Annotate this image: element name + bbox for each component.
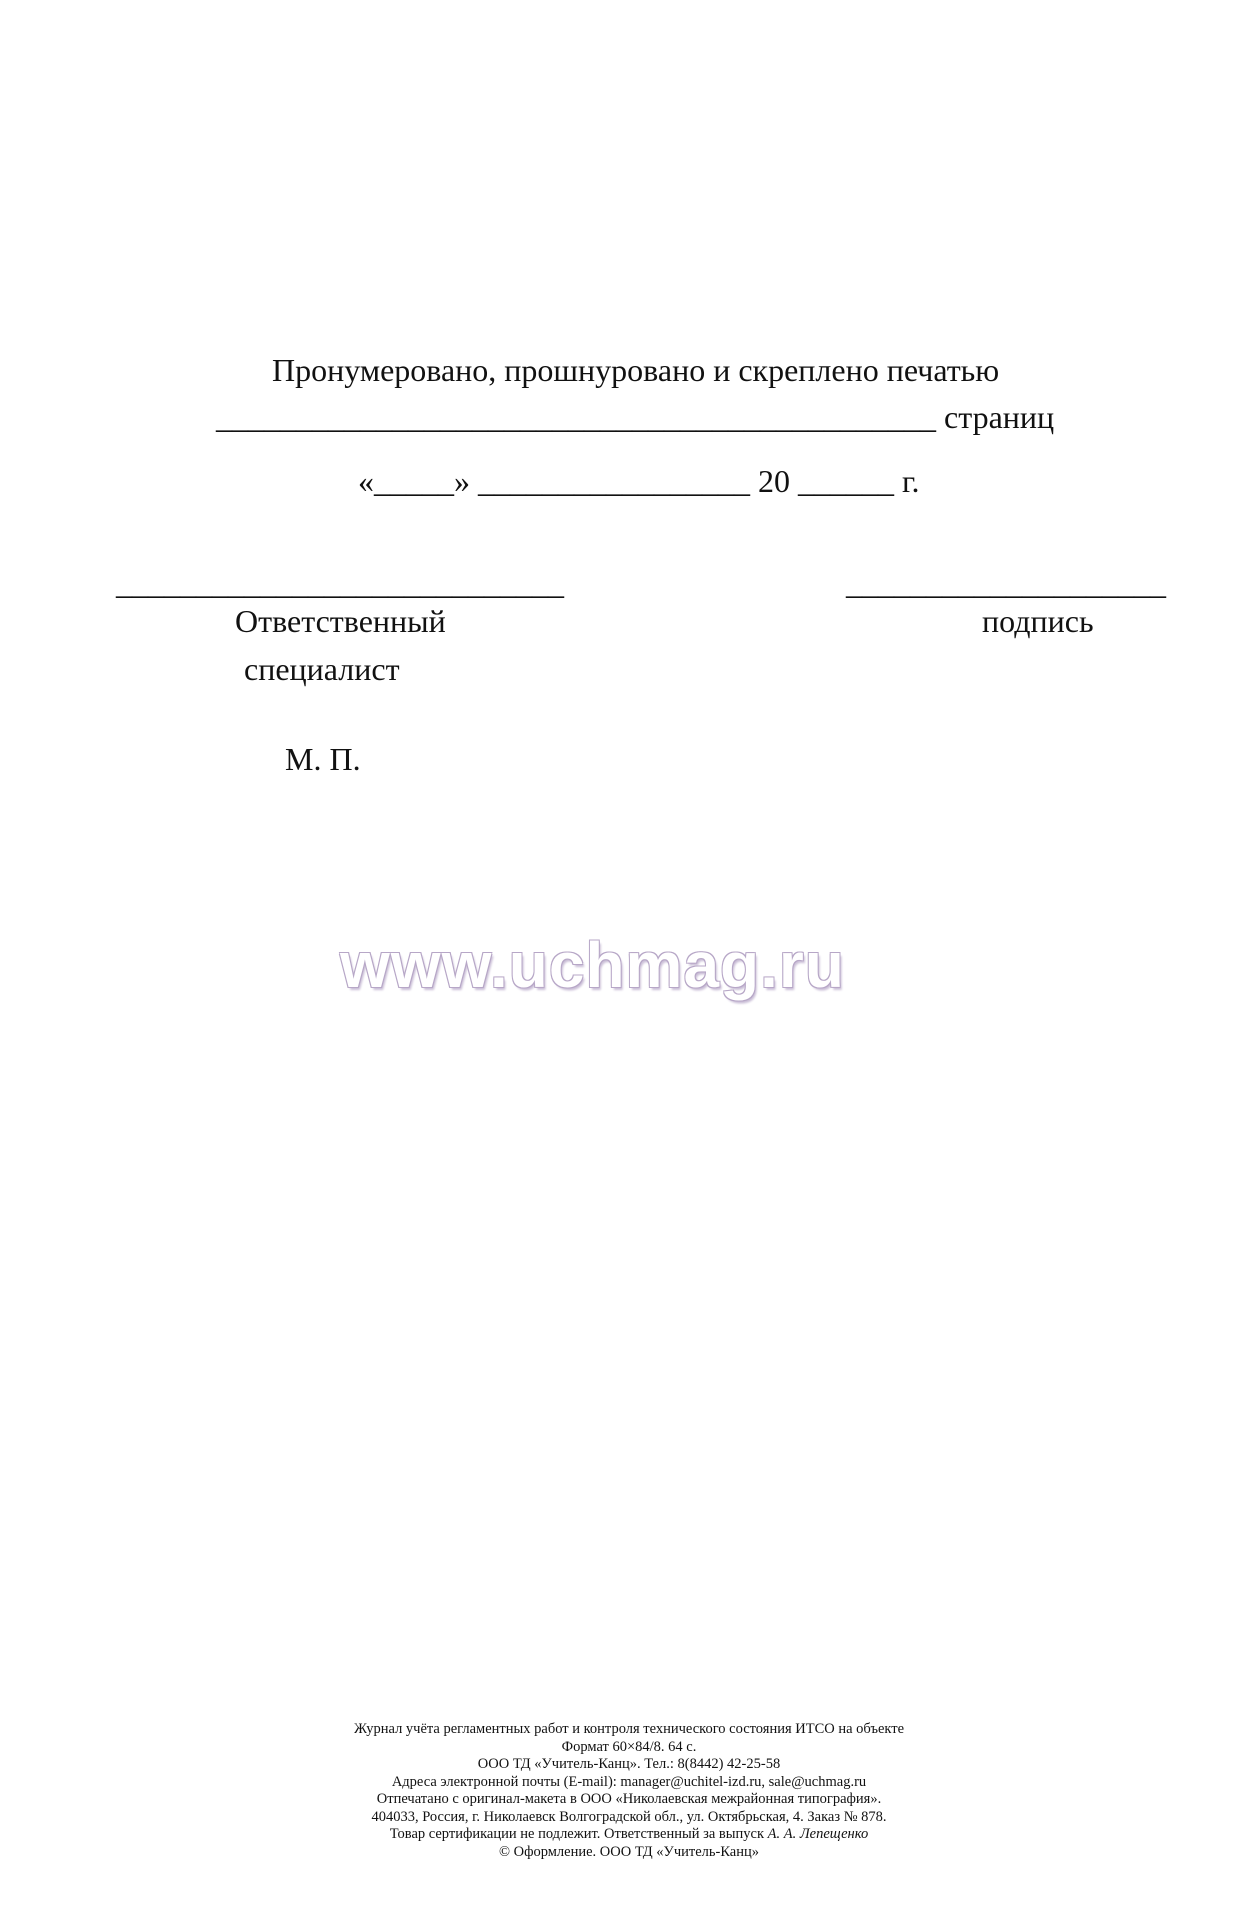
imprint-format: Формат 60×84/8. 64 с. <box>561 1738 697 1755</box>
imprint-printer: Отпечатано с оригинал-макета в ООО «Николаевская межрайонная типография». <box>376 1791 882 1807</box>
imprint-title: Журнал учёта регламентных работ и контроля технического состояния ИТСО на объекте <box>353 1721 905 1737</box>
signature-label: подпись <box>982 603 1094 639</box>
imprint-copyright: © Оформление. ООО ТД «Учитель-Канц» <box>498 1843 760 1860</box>
seal-label: М. П. <box>285 741 361 777</box>
imprint-publisher: ООО ТД «Учитель-Канц». Тел.: 8(8442) 42-25-58 <box>477 1756 781 1772</box>
imprint-address: 404033, Россия, г. Николаевск Волгоградской обл., ул. Октябрьская, 4. Заказ № 878. <box>371 1808 887 1825</box>
imprint-footer <box>0 1721 1258 1861</box>
responsible-signature-blank: ____________________________ <box>116 565 564 601</box>
date-line: «_____» _________________ 20 ______ г. <box>358 463 920 499</box>
imprint-emails: Адреса электронной почты (E-mail): manager@uchitel-izd.ru, sale@uchmag.ru <box>391 1773 867 1790</box>
imprint-responsible-name: А. А. Лепещенко <box>767 1826 869 1842</box>
signature-blank: ____________________ <box>846 565 1166 601</box>
responsible-label: Ответственный <box>235 603 446 639</box>
pages-count-line: _____________________________________________ страниц <box>216 399 1055 435</box>
imprint-responsible <box>0 1826 1258 1844</box>
imprint-responsible-text: Товар сертификации не подлежит. Ответственный за выпуск <box>389 1826 768 1842</box>
certification-line: Пронумеровано, прошнуровано и скреплено печатью <box>272 352 1000 388</box>
specialist-label: специалист <box>244 651 400 687</box>
watermark-text: www.uchmag.ru <box>340 929 845 1001</box>
